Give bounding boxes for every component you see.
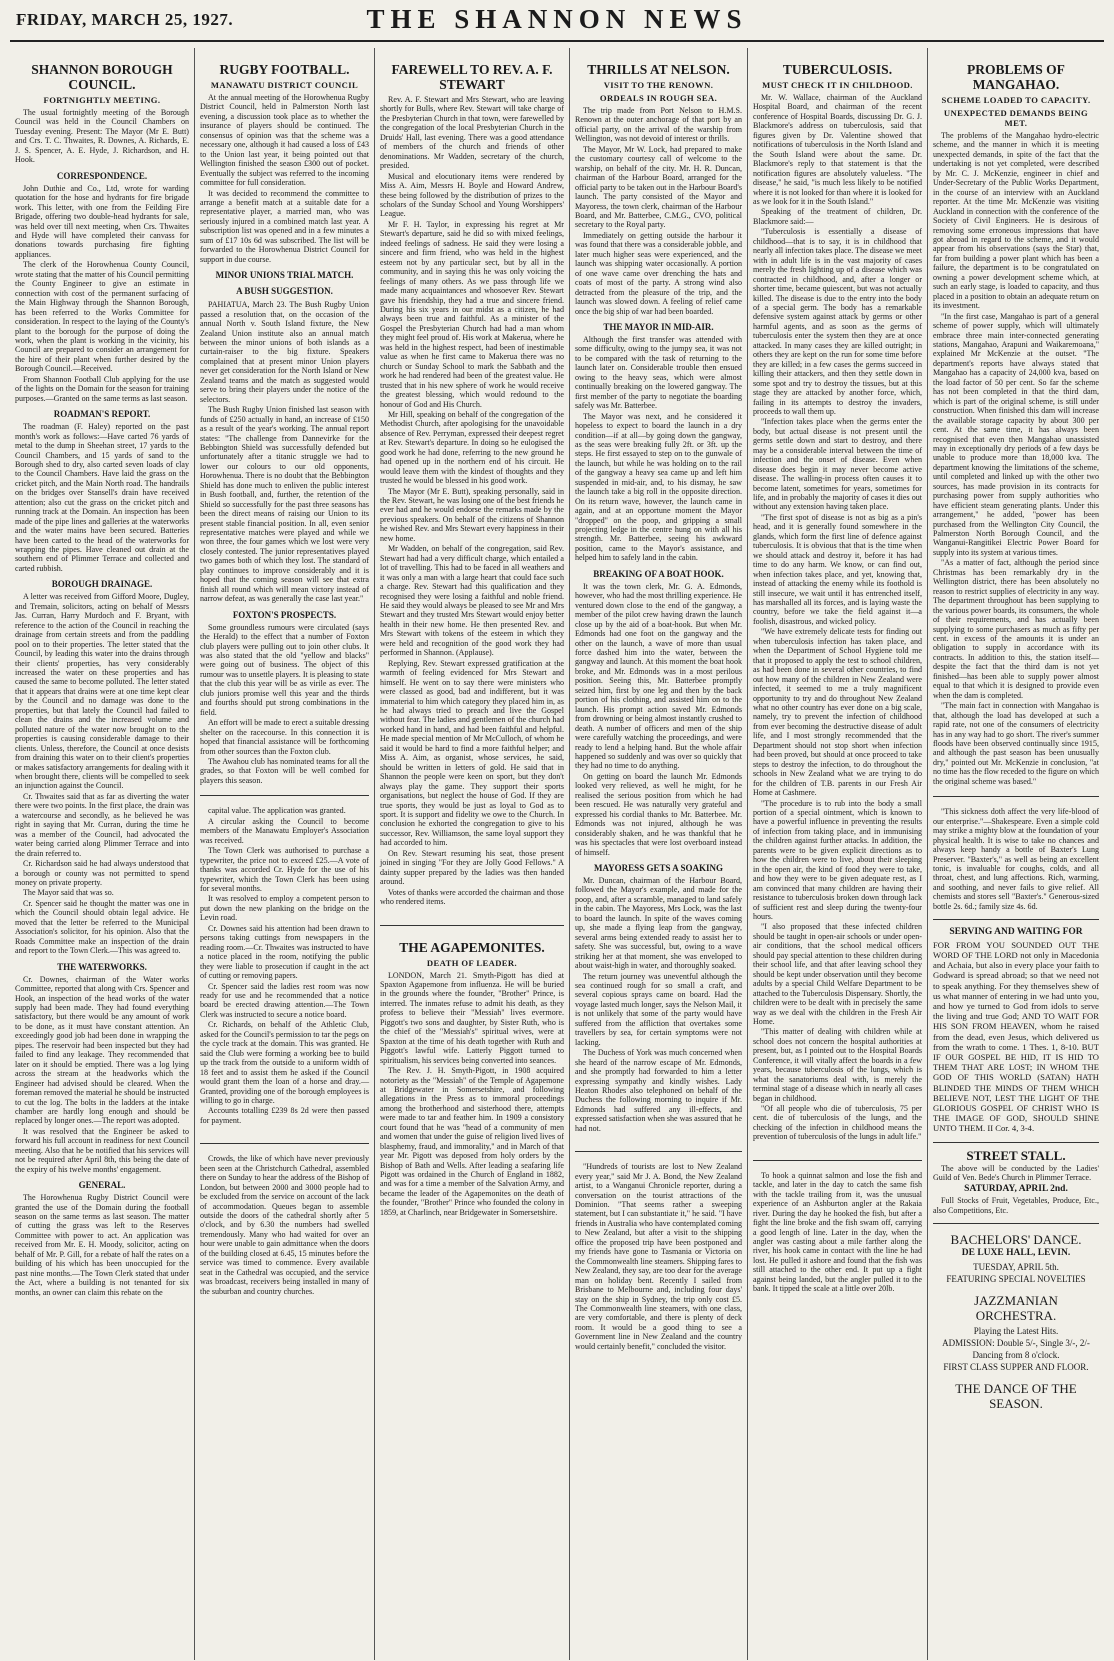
paragraph: On getting on board the launch Mr. Edmonds looked very relieved, as well he might, for he realised the serious position from which he had been rescued. He was naturally very grateful and expressed his cordial thanks to Mr. Batterbee. Mr. Edmonds was not injured, although he was considerably shaken, and he was thankful that he was his spectacles that were lost overboard instead of himself. bbox=[575, 771, 742, 857]
advertisement-text: FOR FROM YOU SOUNDED OUT THE WORD OF THE LORD not only in Macedonia and Achaia, but also in every place your faith to Godward is spread abroad; so that we need not to speak anything. For they themselves shew of us what manner of entering in we had unto you, and how ye turned to God from idols to serve the living and true God; AND TO WAIT FOR HIS SON FROM HEAVEN, whom he raised from the dead, even Jesus, which delivered us from the wrath to come. 1 Thes. 1, 8-10. BUT IF OUR GOSPEL BE HID, IT IS HID TO THEM THAT ARE LOST; IN WHOM THE GOD OF THIS WORLD (SATAN) HATH BLINDED THE MINDS OF THEM WHICH BELIEVE NOT, LEST THE LIGHT OF THE GLORIOUS GOSPEL OF CHRIST WHO IS THE IMAGE OF GOD, SHOULD SHINE UNTO THEM. II Cor. 4, 3-4. bbox=[933, 939, 1099, 1134]
paragraph: John Duthie and Co., Ltd, wrote for warding quotation for the hose and hydrants for fire brigade work. This letter, with one from the Feilding Fire Brigade, offering two double-head hydrants for sale, was held over till next meeting, when Crs. Thwaites and Hyde will have completed their canvass for donations towards purchasing fire fighting appliances. bbox=[15, 183, 189, 259]
paragraph: "I also proposed that these infected children should be taught in open-air schools or under open-air conditions, that the school medical officers should pay special attention to these children during their school life, and that after leaving school they should be kept under observation until they become adults by a special Child Welfare Department to be attached to the Tuberculosis Dispensary. Shortly, the children were to be dealt with in precisely the same way as we deal with the children in the Fresh Air Home. bbox=[753, 922, 922, 1026]
paragraph: Mr Wadden, on behalf of the congregation, said Rev. Stewart had had a very difficult charge, which entailed a lot of travelling. This had to be faced in all weathers and it was only a man with a large heart that could face such a charge. Rev. Stewart had this qualification and they recognised they were losing a faithful and noble friend. He said they would always be pleased to see Mr and Mrs Stewart and they trusted Mrs Stewart would enjoy better health in their new home. He then presented Rev. and Mrs Stewart with tokens of the esteem in which they were held and recognition of the good work they had performed in Shannon. (Applause). bbox=[380, 544, 564, 658]
paragraph: It was the town clerk, Mr. G. A. Edmonds, however, who had the most thrilling experience. He ventured down close to the end of the gangway, a member of the pilot crew having drawn the launch close up by the aid of a boat-hook. But when Mr. Edmonds had one foot on the gangway and the other on the launch, a wave of more than usual force dashed him into the water, between the gangway and launch. At this moment the boat hook broke, and Mr. Edmonds was in a most perilous position. Seeing this, Mr. Batterbee promptly seized him, first by one leg and then by the back portion of his clothing, and assisted him on to the launch. His prompt action saved Mr. Edmonds from drowning or being almost instantly crushed to death. A number of officers and men of the ship were carefully watching the proceedings, and were ready to lend a helping hand. But the whole affair happened so suddenly and was over so quickly that they had no time to do anything. bbox=[575, 581, 742, 771]
paragraph: The Awahou club has nominated teams for all the grades, so that Foxton will be well combed for players this season. bbox=[200, 757, 369, 785]
paragraph: It was resolved to employ a competent person to put down the new planking on the bridge on the Levin road. bbox=[200, 894, 369, 923]
paragraph: The Mayor said that was so. bbox=[23, 888, 114, 898]
paragraph: Mr. W. Wallace, chairman of the Auckland Hospital Board, and chairman of the recent conference of Hospital Boards, discussing Dr. G. J. Blackmore's address on tuberculosis, said that figures given by Dr. Valentine showed that notifications of tuberculosis in the North Island and the South Island were about the same. Dr. Blackmore's reply to that statement is that the notification figures are absolutely valueless. "The disease," he said, "is much less likely to be notified where it is not looked for than where it is looked for as we look for it in the South Island." bbox=[753, 93, 922, 206]
advertisement-text: Full Stocks of Fruit, Vegetables, Produce, Etc., also Competitions, Etc. bbox=[933, 1196, 1099, 1215]
article-title: THRILLS AT NELSON. bbox=[587, 62, 730, 77]
article-subtitle: MANAWATU DISTRICT COUNCIL bbox=[210, 80, 359, 90]
paragraph: Cr. Richardson said he had always understood that a borough or county was not permitted to spend money on private property. bbox=[15, 859, 189, 887]
column-farewell bbox=[375, 48, 570, 1660]
paragraph: Although the first transfer was attended with some difficulty, owing to the jumpy sea, it was not to be compared with the task of returning to the launch later on. Considerable trouble then ensued owing to the heavy seas, which were almost continually breaking on the lowered gangway. The first member of the party to negotiate the boarding safely was Mr. Batterbee. bbox=[575, 334, 742, 411]
paragraph: Crowds, the like of which have never previously been seen at the Christchurch Cathedral, assembled there on Sunday to hear the address of the Bishop of London, but between 2000 and 3000 people had to be excluded from the service on account of the lack of accommodation. Queues began to assemble outside the doors of the cathedral shortly after 5 o'clock, and by 6.30 the numbers had swelled tremendously. Many who had waited for over an hour were unable to gain admittance when the doors of the building closed at 6.45, 15 minutes before the service was timed to commence. Every available seat in the Cathedral was occupied, and the service was broadcast, receivers being installed in many of the suburban and country churches. bbox=[200, 1154, 369, 1296]
column-divider bbox=[753, 1160, 922, 1161]
section-heading: ROADMAN'S REPORT. bbox=[53, 409, 151, 420]
column-thrills-nelson bbox=[570, 48, 748, 1660]
paragraph: Accounts totalling £239 8s 2d were then passed for payment. bbox=[200, 1106, 369, 1125]
paragraph: The Town Clerk was authorised to purchase a typewriter, the price not to exceed £25.—A vote of thanks was accorded Cr. Hyde for the use of his typewriter, which the Town Clerk has been using for several months. bbox=[200, 846, 369, 893]
paragraph: On Rev. Stewart resuming his seat, those present joined in singing "For they are Jolly Good Fellows." A dainty supper prepared by the ladies was then handed around. bbox=[380, 848, 564, 887]
paragraph: Cr. Spencer said he thought the matter was one in which the Council should obtain legal advice. He moved that the letter be referred to the Municipal Association's solicitor, for his opinion. Also that the Roads Committee make an inspection of the drain and report to the Town Clerk.—This was agreed to. bbox=[15, 898, 189, 956]
advertisement-title: SERVING AND WAITING FOR bbox=[949, 927, 1083, 938]
section-heading: BOROUGH DRAINAGE. bbox=[51, 579, 153, 590]
paragraph: Mr Hill, speaking on behalf of the congregation of the Methodist Church, after apologising for the unavoidable absence of Rev. Perryman, expressed their deepest regret at Rev. Stewart's departure. In doing so he eulogised the good work he had done, referring to the new ground he had opened up in the northern end of his circuit. He would leave them with the kindest of thoughts and they trusted he would be blessed in his good work. bbox=[380, 409, 564, 486]
paragraph: It was decided to recommend the committee to arrange a benefit match at a suitable date for a representative player, a married man, who was seriously injured in a combined match last year. A subscription list was opened and in a few minutes a sum of £17 10s 6d was subscribed. The list will be forwarded to the Horowhenua District Council for support in due course. bbox=[200, 188, 369, 264]
paragraph: From Shannon Football Club applying for the use of the lights on the Domain for the season for training purposes.—Granted on the same terms as last season. bbox=[15, 374, 189, 403]
issue-date: FRIDAY, MARCH 25, 1927. bbox=[16, 10, 234, 29]
paragraph: Cr. Downes, chairman of the Water works Committee, reported that along with Crs. Spencer and Hook, an inspection of the head works of the water supply had been made. They had found everything satisfactory, but there would be any amount of work to be done, as it must have constant attention. An exceedingly good job had been done in wrapping the pipes. The reservoir had been inspected but they had failed to find any leakage. They recommended that later on it should be emptied. There was a log lying across the stream at the headworks which the Engineer had advised should be cleared. When the foreman removed the material he should be instructed to cut the log. The bolts in the ladders at the intake chamber are hardly long enough and should be replaced by longer ones.—The report was adopted. bbox=[15, 974, 189, 1126]
column-borough-council bbox=[10, 48, 195, 1660]
section-heading: FOXTON'S PROSPECTS. bbox=[232, 609, 337, 620]
paragraph: Immediately on getting outside the harbour it was found that there was a considerable jobble, and later much higher seas were experienced, and the launch was shipping water occasionally. A portion of one wave came over drenching the hats and coats of most of the party. A strong wind also detracted from the pleasure of the trip, and the launch was slowed down. A feeling of relief came once the big ship of war had been boarded. bbox=[575, 230, 742, 316]
paragraph: Some groundless rumours were circulated (says the Herald) to the effect that a number of Foxton club players were pulling out to join other clubs. It was also stated that the old "yellow and blacks" were going out of business. The object of this rumour was to unsettle players. It is pleasing to state that the club this year will be as virile as ever. The club juniors promise well this year and the thirds and fourths should put strong combinations in the field. bbox=[200, 622, 369, 717]
section-heading: MINOR UNIONS TRIAL MATCH. bbox=[215, 270, 354, 281]
article-subtitle: MUST CHECK IT IN CHILDHOOD. bbox=[762, 80, 913, 90]
section-heading: BREAKING OF A BOAT HOOK. bbox=[593, 568, 724, 579]
advertisement-title: STREET STALL. bbox=[966, 1147, 1066, 1163]
section-heading: THE WATERWORKS. bbox=[57, 961, 147, 972]
paragraph: It was resolved that the Engineer be asked to forward his full account in readiness for next Council meeting. Also that he be notified that his services will not be required after April 8th, this being the date of the expiry of his twelve months' engagement. bbox=[15, 1126, 189, 1174]
paragraph: Mr. Duncan, chairman of the Harbour Board, followed the Mayor's example, and made for the poop, and, after a scramble, managed to land safely in the cabin. The Mayoress, Mrs Lock, was the last to board the launch. In spite of the waves coming up, she made a flying leap from the gangway, several arms being extended ready to assist her to safety. She was successful, but, owing to a wave striking her at that moment, she was enveloped to about waist-high in water, and thoroughly soaked. bbox=[575, 875, 742, 971]
advertisement-divider bbox=[933, 1223, 1099, 1224]
article-subtitle: UNEXPECTED DEMANDS BEING MET. bbox=[943, 108, 1089, 128]
article-subtitle: VISIT TO THE RENOWN. bbox=[603, 80, 714, 90]
paragraph: "Tuberculosis is essentially a disease of childhood—that is to say, it is in childhood that nearly all infection takes place. The disease we meet with in adult life is in the vast majority of cases merely the fresh lighting up of a disease which was contracted in childhood, and, after a longer or shorter time, became quiescent, but was not actually killed. The disease is due to the entry into the body of a special germ. The body has a remarkable defensive system against attack by germs or other harmful agents, and as soon as the germs of tuberculosis enter the system then they are at once attacked. In many cases they are killed outright; in others they are kept on the run for some time before they are killed; in a few cases the germs succeed in killing their attackers, and then they settle down in some spot and try to destroy the tissues, but at this stage they are attacked by another force, which, failing in its attempts to destroy the invaders, proceeds to wall them up. bbox=[753, 227, 922, 416]
article-title: TUBERCULOSIS. bbox=[782, 62, 893, 77]
paragraph: The roadman (F. Haley) reported on the past month's work as follows:—Have carted 76 yards of metal to the dump in Sheehan street, 17 yards to the Council Chambers, and 15 yards of sand to the Borough shed to dry, also carted seven loads of clay to the Council Chambers. Have laid the grass on the cricket pitch, and the Main North road. The handrails on the bridges over Stansell's drain have received attention; also cut the grass on the cricket pitch and running track at the Domain. An inspection has been made of the pipe lines and galleries at the waterworks and the water mains have been secured. Batteries have been carted to the head of the waterworks for wrapping the pipes. Have cleaned out drain at the southern end of Plimmer Terrace and collected and carted rubbish. bbox=[15, 422, 189, 573]
column-tuberculosis bbox=[748, 48, 928, 1660]
article-subtitle: SCHEME LOADED TO CAPACITY. bbox=[941, 95, 1091, 105]
paragraph: The Mayor (Mr E. Butt), speaking personally, said in the Rev. Stewart, he was losing one of the best friends he ever had and he would endorse the remarks made by the previous speakers. On behalf of the citizens of Shannon he wished Rev. and Mrs Stewart every happiness in their new home. bbox=[380, 486, 564, 543]
paragraph: Votes of thanks were accorded the chairman and those who rendered items. bbox=[380, 887, 564, 907]
advertisement-title: BACHELORS' DANCE. bbox=[950, 1232, 1082, 1248]
paragraph: The Mayor was next, and he considered it hopeless to expect to board the launch in a dry condition—if at all—by going down the gangway, as the seas were breaking fully 2ft. or 3ft. up the steps. He first essayed to step on to the gunwale of the launch, but while he was holding on to the rail of the gangway a heavy sea came up and left him suspended in mid-air, and, to his dismay, he saw the launch take a big roll in the opposite direction. On its return wave, however, the launch came in again, and at an opportune moment the Mayor "dropped" on the poop, and gripping a small projecting ledge in the centre hung on with all his strength. Mr. Batterbee, seeing his awkward position, came to the Mayor's assistance, and helped him to safely land in the cabin. bbox=[575, 411, 742, 563]
paragraph: "In the first case, Mangahao is part of a general scheme of power supply, which will ultimately embrace three main inter-connected generating stations, Mangahao, Arapuni and Waikaremoana," explained Mr McKenzie at the outset. "The department's reports have always stated that Mangahao has a capacity of 24,000 kva, based on the load factor of 50 per cent. So far the scheme has not been completed in that the third dam, which is part of the original scheme, is still under construction. When finished this dam will increase the available storage capacity by about 300 per cent. At the same time, it has always been recognised that even then Mangahao unassisted may in exceptionally dry periods of a few days be unable to produce more than 18,000 kva. The department knowing the limitations of the scheme, until completed and linked up with the other two sources, has made provision in its contracts for purchasing power from supply authorities who have efficient steam generating plants. Under this arrangement," he added, "power has been purchased from the Wellington City Council, the Palmerston North Borough Council, and the Wanganui-Rangitikei Electric Power Board for supply into its system at various times. bbox=[933, 311, 1099, 557]
column-divider bbox=[200, 795, 369, 796]
advertisement-text: "This sickness doth affect the very life-blood of our enterprise."—Shakespeare. Even a simple cold may strike a mighty blow at the foundation of your physical health. It is wise to take no chances and always keep handy a bottle of Baxter's Lung Preserver. "Baxter's," as well as being an excellent tonic, is invaluable for coughs, colds, and all throat, chest, and lung affections. Rich, warming, and soothing, and never fails to give relief. All chemists and stores sell "Baxter's." Generous-sized bottle 2s. 6d.; family size 4s. 6d. bbox=[933, 807, 1099, 911]
article-title: THE AGAPEMONITES. bbox=[399, 939, 545, 955]
paragraph: The usual fortnightly meeting of the Borough Council was held in the Council Chambers on Tuesday evening. Present: The Mayor (Mr E. Butt) and Crs. T. C. Thwaites, R. Downes, A. Richards, E. J. S. Spencer, A. E. Hyde, J. Richardson, and H. Hook. bbox=[15, 108, 189, 165]
advertisement-band-note: Playing the Latest Hits. bbox=[973, 1325, 1059, 1336]
paragraph: An effort will be made to erect a suitable dressing shelter on the racecourse. In this connection it is hoped that financial assistance will be forthcoming from other sources than the Foxton club. bbox=[200, 718, 369, 756]
advertisement-admission: ADMISSION: Double 5/-, Single 3/-, 2/- Dancing from 8 o'clock. bbox=[942, 1337, 1090, 1360]
paragraph: "We have extremely delicate tests for finding out when tuberculosis infection has taken place, and when the Department of School Hygiene told me that it proposed to apply the test to school children, as had been done in several other countries, to find out how many of the children in New Zealand were infected, it seemed to me a truly magnificent opportunity to try and do throughout New Zealand what no other country has ever done on a big scale, namely, try to prevent the infection of childhood from ever becoming the destructive disease of adult life, and I most strongly recommended that the Department should not stop short when infection had been proved, but should at once proceed to take steps to destroy the infection, to do throughout the schools in New Zealand what we are trying to do for the children of T.B. parents in our Fresh Air Home at Cashmere. bbox=[753, 627, 922, 798]
paragraph: Replying, Rev. Stewart expressed gratification at the warmth of feeling evidenced for Mrs Stewart and himself. He went on to say there were ministers who were classed as good, bad and indifferent, but it was immaterial to him which category they placed him in, as he had always tried to preach and live the Gospel without fear. The ladies and gentlemen of the church had worked hand in hand, and had been faithful and helpful. He made special mention of Mr McCulloch, of whom he said it would be hard to find a more faithful helper; and Miss A. Aim, as organist, whose services, he said, should be written in letters of gold. He said that in Shannon the people were keen on sport, but they don't always play the game. They support their sports organisations, but neglect the house of God. If they are true sports, they would be just as loyal to God as to sport. It is support and fidelity we owe to the Church. In conclusion he exhorted the congregation to give to his successor, Rev. Williamson, the same loyal support they had accorded to him. bbox=[380, 658, 564, 848]
article-title: RUGBY FOOTBALL. bbox=[219, 62, 350, 77]
paragraph: Mr F. H. Taylor, in expressing his regret at Mr Stewart's departure, said he did so with mixed feelings, indeed feelings of sadness. He said they were losing a sincere and firm friend, who was held in the highest esteem not by any particular sect, but by all in the community, and in saying this he was only voicing the feelings of many others. As we pass through life we made many acquaintances and whosoever Rev. Stewart gave his friendship, they had a true and sincere friend. During his six years in our midst as a citizen, he had always been true and faithful. As a minister of the Gospel the Presbyterian Church had had a man whom they might feel proud of. His work at Makerua, where he was held in the highest respect, had been of inestimable value as when he first came to Makerua there was no church or Sunday School to mark the Sabbath and the work he had rendered had been of the greatest value. He trusted that in his new sphere of work he would receive the greatest blessing, which would redound to the honour of God and His Church. bbox=[380, 219, 564, 409]
column-rugby-football bbox=[195, 48, 375, 1660]
paragraph: The Horowhenua Rugby District Council were granted the use of the Domain during the football season on the same terms as last season. The matter of cutting the grass was left to the Reserves Committee with power to act. An application was received from Mr. E. H. Moody, solicitor, acting on behalf of Mr. P. Gill, for a rebate of half the rates on a building of his which has been unoccupied for the past nine months.—The Town Clerk stated that under the Act, where a building is not tenanted for six months, an owner can claim this rebate on the bbox=[15, 1193, 189, 1297]
newspaper-title: THE SHANNON NEWS bbox=[366, 4, 748, 34]
paragraph: At the annual meeting of the Horowhenua Rugby District Council, held in Palmerston North last evening, a discussion took place as to whether the insurance of players should be continued. The consensus of opinion was that the scheme was a necessary one, although it had caused a loss of £43 to the Union last year, it being pointed out that Wellington finished the season £300 out of pocket. Eventually the subject was referred to the incoming committee for full consideration. bbox=[200, 93, 369, 188]
paragraph: Rev. A. F. Stewart and Mrs Stewart, who are leaving shortly for Bulls, where Rev. Stewart will take charge of the Presbyterian Church in that town, were farewelled by the congregation of the local Presbyterian Church in the Druids' Hall, last evening. There was a good attendance of members of the church and friends of other denominations. Mr Wadden, secretary of the church, presided. bbox=[380, 95, 564, 171]
advertisement-divider bbox=[933, 919, 1099, 920]
paragraph: "As a matter of fact, although the period since Christmas has been remarkably dry in the Wellington district, there has been absolutely no reason to restrict supplies of electricity in any way. The department throughout has been supplying to the various power boards, its consumers, the whole of their requirements, and has actually been supplying to some purchasers as much as fifty per cent. in excess of the amounts it is under an obligation to supply in accordance with its contracts. In addition to this, the station itself—despite the fact that the third dam is not yet finished—has been able to supply power almost equal to that which it is designed to provide even when the dam is completed. bbox=[933, 558, 1099, 700]
paragraph: "The main fact in connection with Mangahao is that, although the load has developed at such a rapid rate, not one of the consumers of electricity has in any way had to go short. The river's summer floods have been observed continually since 1915, and although the past season has been unusually dry," pointed out Mr. McKenzie in conclusion, "at no time has the flow receded to the figure on which the original scheme was based." bbox=[933, 701, 1099, 786]
columns bbox=[10, 42, 1104, 1660]
paragraph: "The first spot of disease is not as big as a pin's head, and it is generally found somewhere in the glands, which form the first line of defence against tuberculosis. It is obvious that that is the time when we should attack and destroy it, before it has had time to do any harm. We know, or can find out, when infection takes place, and yet, knowing that, instead of attacking the enemy while its foothold is still insecure, we wait until it has entrenched itself, has marshalled all its forces, and is laying waste the country, before we take the field against it—a foolish, disastrous, and wicked policy. bbox=[753, 512, 922, 626]
paragraph: The return journey was uneventful although the sea continued rough for so small a craft, and several copious sprays came on board. Had the voyage lasted much longer, says the Nelson Mail, it is not unlikely that some of the party would have suffered from the affliction that overtakes some travellers by sea, for certain symptoms were not lacking. bbox=[575, 971, 742, 1047]
paragraph: To hook a quinnat salmon and lose the fish and tackle, and later in the day to catch the same fish with the tackle trailing from it, was the unusual experience of an Ashburton angler at the Rakaia river. During the day he hooked the fish, but after a fight the line broke and the fish swam off, carrying a good length of line. Later in the day, when the angler was casting about a mile farther along the river, his hook came in contact with the line he had lost. He pulled it ashore and found that the fish was still attached to the other end. It put up a fight against being landed, but the angler pulled it to the bank. It tipped the scale at a little over 20lb. bbox=[753, 1170, 922, 1294]
paragraph: The trip made from Port Nelson to H.M.S. Renown at the outer anchorage of that port by an official party, on the arrival of the warship from Wellington, was not devoid of interest or thrills. bbox=[575, 106, 742, 144]
paragraph: The problems of the Mangahao hydro-electric scheme, and the manner in which it is meeting unexpected demands, in spite of the fact that the undertaking is not yet completed, were described by Mr. C. J. McKenzie, engineer in chief and Under-Secretary of the Public Works Department, in the course of an interview with an Auckland reporter. At the time Mr. McKenzie was visiting Auckland in connection with the conference of the Society of Civil Engineers. He is desirous of removing some erroneous impressions that have got abroad in regard to the scheme, and it would appear from his observations (says the Star) that, far from building a power plant which has been a failure, the department is to be congratulated on owning a power development scheme which, at such an early stage, is loaded to capacity, and thus placed in a position to obtain an adequate return on its investment. bbox=[933, 131, 1099, 311]
paragraph: PAHIATUA, March 23. The Bush Rugby Union passed a resolution that, on the occasion of the annual North v. South Island fixture, the New Zealand Union institute also an annual match between the minor unions of both islands as a curtain-raiser to the big fixture. Speakers complained that at present minor Union players never get consideration for the North Island or New Zealand teams and the match as suggested would serve to bring their players under the notice of the selectors. bbox=[200, 300, 369, 404]
article-subtitle: FORTNIGHTLY MEETING. bbox=[43, 95, 161, 105]
column-divider bbox=[933, 796, 1099, 797]
paragraph: Speaking of the treatment of children, Dr. Blackmore said:— bbox=[753, 207, 922, 226]
paragraph: The Bush Rugby Union finished last season with funds of £250 actually in hand, an increase of £150 as a result of the year's working. The annual report states: "The challenge from Dannevirke for the Bebbington Shield was successfully defended but unfortunately after a titanic struggle we had to lower our colours to our old opponents, Horowhenua. There is no doubt that the Bebbington Shield has done much to enliven the public interest in Bush football, and, further, the retention of the Shield so successfully for the past three seasons has been the direct means of raising our Union to its present stable financial position. In all, even senior representative matches were played and while we won three, the four games which we lost were very closely contested. The junior representatives played two games both of which they lost. The standard of play continues to improve considerably and it is hoped that the coming season will see that extra finish all round which will mean victory instead of narrow defeat, as was generally the case last year." bbox=[200, 405, 369, 604]
column-mangahao bbox=[928, 48, 1104, 1660]
paragraph: Cr. Richards, on behalf of the Athletic Club, asked for the Council's permission to tar the pegs on the cycle track at the domain. This was granted. He said the Club were forming a working bee to build up the track from the outside to a uniform width of 18 feet and to assist them he asked if the Council would grant them the loan of a horse and dray.—Granted, providing one of the borough employees is willing to go in charge. bbox=[200, 1020, 369, 1105]
paragraph: "Of all people who die of tuberculosis, 75 per cent. die of tuberculosis of the lungs, and the checking of the infection in childhood means the prevention of tuberculosis of the lungs in adult life." bbox=[753, 1104, 922, 1142]
section-heading: MAYORESS GETS A SOAKING bbox=[594, 862, 723, 873]
article-subtitle: DEATH OF LEADER. bbox=[426, 957, 518, 968]
article-subtitle: ORDEALS IN ROUGH SEA. bbox=[599, 93, 718, 103]
article-title: PROBLEMS OF MANGAHAO. bbox=[967, 62, 1065, 92]
column-divider bbox=[380, 925, 564, 926]
advertisement-divider bbox=[933, 1142, 1099, 1143]
advertisement-venue: DE LUXE HALL, LEVIN. bbox=[961, 1248, 1071, 1259]
section-heading: GENERAL. bbox=[78, 1180, 126, 1191]
section-heading: CORRESPONDENCE. bbox=[56, 170, 148, 181]
paragraph: "Infection takes place when the germs enter the body, but actual disease is not present until the germs settle down and start to destroy, and there may be a considerable interval between the time of infection and the onset of disease. Even when disease does begin it may never become active disease. The walling-in process often causes it to become latent, sometimes for years, sometimes for life, and in probably the majority of cases it dies out without any extension having taken place. bbox=[753, 417, 922, 512]
paragraph: A letter was received from Gifford Moore, Dugley, and Tremain, solicitors, acting on behalf of Messrs Jas. Curran, Harry Murdoch and F. Bryant, with reference to the action of the Council in reaching the drainage from certain streets and from the paddling pool on to their properties. The letter stated that the Council, by leading this water into the drains through their clients' properties, has very considerably increased the water on these properties and has caused the same to become polluted. The letter stated that it appears that drains were at one time kept clear by the Council and no damage was done to the properties, but that lately the Council had failed to clean the drains and the increased volume and polluted nature of the water now brought on to the properties is causing considerable damage to their clients. Unless, therefore, the Council at once desists from draining this water on to their client's properties or makes satisfactory arrangements for dealing with it when brought there, clients will be compelled to seek an injunction against the Council. bbox=[15, 592, 189, 791]
masthead bbox=[10, 0, 1104, 42]
paragraph: Cr. Spencer said the ladies rest room was now ready for use and he recommended that a notice board be erected drawing attention.—The Town Clerk was instructed to secure a notice board. bbox=[200, 981, 369, 1019]
article-title: SHANNON BOROUGH COUNCIL. bbox=[31, 62, 173, 92]
article-title: FAREWELL TO REV. A. F. STEWART bbox=[391, 62, 553, 92]
paragraph: Cr. Downes said his attention had been drawn to persons taking cuttings from newspapers in the reading room.—Cr. Thwaites was instructed to have a notice placed in the room, notifying the public they were liable to prosecution if caught in the act of cutting or removing papers. bbox=[200, 923, 369, 981]
paragraph: The Mayor, Mr W. Lock, had prepared to make the customary courtesy call of welcome to the warship, on behalf of the city. Mr. H. R. Duncan, chairman of the Harbour Board, arranged for the official party to be taken out in the Harbour Board's launch. The party consisted of the Mayor and Mayoress, the town clerk, chairman of the Harbour Board, and Mr. Batterbee, C.M.G., CVO, political secretary to the Royal party. bbox=[575, 144, 742, 230]
paragraph: A circular asking the Council to become members of the Manawatu Employer's Association was received. bbox=[200, 816, 369, 845]
advertisement-band: JAZZMANIAN ORCHESTRA. bbox=[974, 1292, 1058, 1323]
column-divider bbox=[200, 1143, 369, 1144]
paragraph: LONDON, March 21. Smyth-Pigott has died at Spaxton Agapemone from influenza. He will be buried in the grounds where the founder, "Brother" Prince, is interred. The inmates refuse to admit his death, as they profess to believe their "Messiah" lives evermore. Piggott's two sons and daughter, by Sister Ruth, who is the chief of the "Messiah's" spiritual wives, were at Spaxton at the time of his death together with Ruth and Piggott's lawful wife. Latterly Piggott turned to spiritualism, his services being converted into seances. bbox=[380, 970, 564, 1065]
paragraph: Cr. Thwaites said that as far as diverting the water there were two points. In the first place, the drain was a watercourse and secondly, as he believed he was right in saying that Mr. Curran, during the time he was a member of the Council, had advocated the water being carried along Plimmer Terrace and into the drain referred to. bbox=[15, 791, 189, 858]
advertisement-date: TUESDAY, APRIL 5th. bbox=[973, 1261, 1059, 1272]
paragraph: "The procedure is to rub into the body a small portion of a special ointment, which is known to have a powerful influence in preventing the results of infection from taking place, and in immunising the children against further attacks. In addition, the parents were to be given explicit directions as to how the children were to live, about their sleeping in the open air, the kind of food they were to take, and how they were to be given adequate rest, as I am convinced that many children are having their resistance to tuberculosis broken down through lack of sufficient rest and sleep during the twenty-four hours. bbox=[753, 798, 922, 921]
section-heading: THE MAYOR IN MID-AIR. bbox=[603, 321, 714, 332]
paragraph: The clerk of the Horowhenua County Council, wrote stating that the matter of his Council permitting the County Engineer to give an estimate in connection with cost of the permanent surfacing of the Main Highway through the Shannon Borough, has been referred to the Works Committee for consideration. In respect to the laying of the County's plant to the borough for the purpose of doing the work, when the plant is working in the vicinity, his Council are prepared to consider an arrangement for the hire of their plant when further desired by the Borough Council.—Received. bbox=[15, 260, 189, 374]
paragraph: "Hundreds of tourists are lost to New Zealand every year," said Mr J. A. Bond, the New Zealand artist, to a Wanganui Chronicle reporter, during a conversation on the tourist attractions of the Dominion. "That seems rather a sweeping statement, but I can substantiate it," he said. "I have friends in Australia who have contemplated coming to New Zealand, but after a visit to the shipping office the proposed trip have been postponed and my friends have gone to Tasmania or Victoria on the Commonwealth line steamers. Shipping fares to New Zealand, they say, are too dear for the average man on holiday bent. Recently I sailed from Brisbane to Melbourne and, including four days' stay on the ship in Sydney, the trip only cost £5. The Commonwealth line steamers, with one class, are very comfortable, and there is plenty of deck room. It would be a good thing to see a Government line in New Zealand and the country would certainly benefit," concluded the visitor. bbox=[575, 1162, 742, 1351]
advertisement-tagline: THE DANCE OF THE SEASON. bbox=[955, 1380, 1077, 1411]
section-subheading: A BUSH SUGGESTION. bbox=[236, 286, 333, 297]
column-divider bbox=[575, 1151, 742, 1152]
advertisement-feature: FEATURING SPECIAL NOVELTIES bbox=[946, 1273, 1086, 1284]
paragraph: The Duchess of York was much concerned when she heard of the narrow escape of Mr. Edmonds, and she promptly had forwarded to him a letter expressing sympathy and kindly wishes. Lady Heaton Rhodes also telephoned on behalf of the Duchess the following morning to inquire if Mr. Edmonds had suffered any ill-effects, and expressed satisfaction when she was assured that he had not. bbox=[575, 1048, 742, 1133]
advertisement-date: SATURDAY, APRIL 2nd. bbox=[964, 1183, 1068, 1194]
advertisement-supper: FIRST CLASS SUPPER AND FLOOR. bbox=[943, 1361, 1089, 1372]
advertisement-text: The above will be conducted by the Ladies' Guild of Ven. Bede's Church in Plimmer Terrace. bbox=[933, 1164, 1099, 1183]
paragraph: Musical and elocutionary items were rendered by Miss A. Aim, Messrs H. Boyle and Howard Andrew, these being followed by the distribution of prizes to the scholars of the Sunday School and Young Worshippers' League. bbox=[380, 171, 564, 219]
paragraph: The Rev. J. H. Smyth-Pigott, in 1908 acquired notoriety as the "Messiah" of the Temple of Agapemone at Bridgewater in Somersetshire, and following allegations in the Press as to immoral proceedings among the brotherhood and sisterhood there, attempts were made to tar and feather him. In 1909 a consistory court found that he was "head of a community of men and women that under the guise of religion lived lives of blasphemy, fraud, and immorality," and in March of that year Mr. Pigott was deposed from holy orders by the Bishop of Bath and Wells. After leading a seafaring life Pigott was ordained in the Church of England in 1882, and was for a time a member of the Salvation Army, and became the leader of the Agapemonites on the death of the founder, "Brother" Prince who founded the colony in 1859, at Charlinch, near Bridgewater in Somersetshire. bbox=[380, 1066, 564, 1217]
paragraph: capital value. The application was granted. bbox=[208, 806, 346, 816]
paragraph: "This matter of dealing with children while at school does not concern the hospital authorities at present, but, as I pointed out to the Hospital Boards Conference, it will vitally affect the boards in a few years, because tuberculosis of the lungs, which is what the sanatoriums deal with, is merely the terminal stage of a disease which in nearly all cases began in childhood. bbox=[753, 1027, 922, 1103]
